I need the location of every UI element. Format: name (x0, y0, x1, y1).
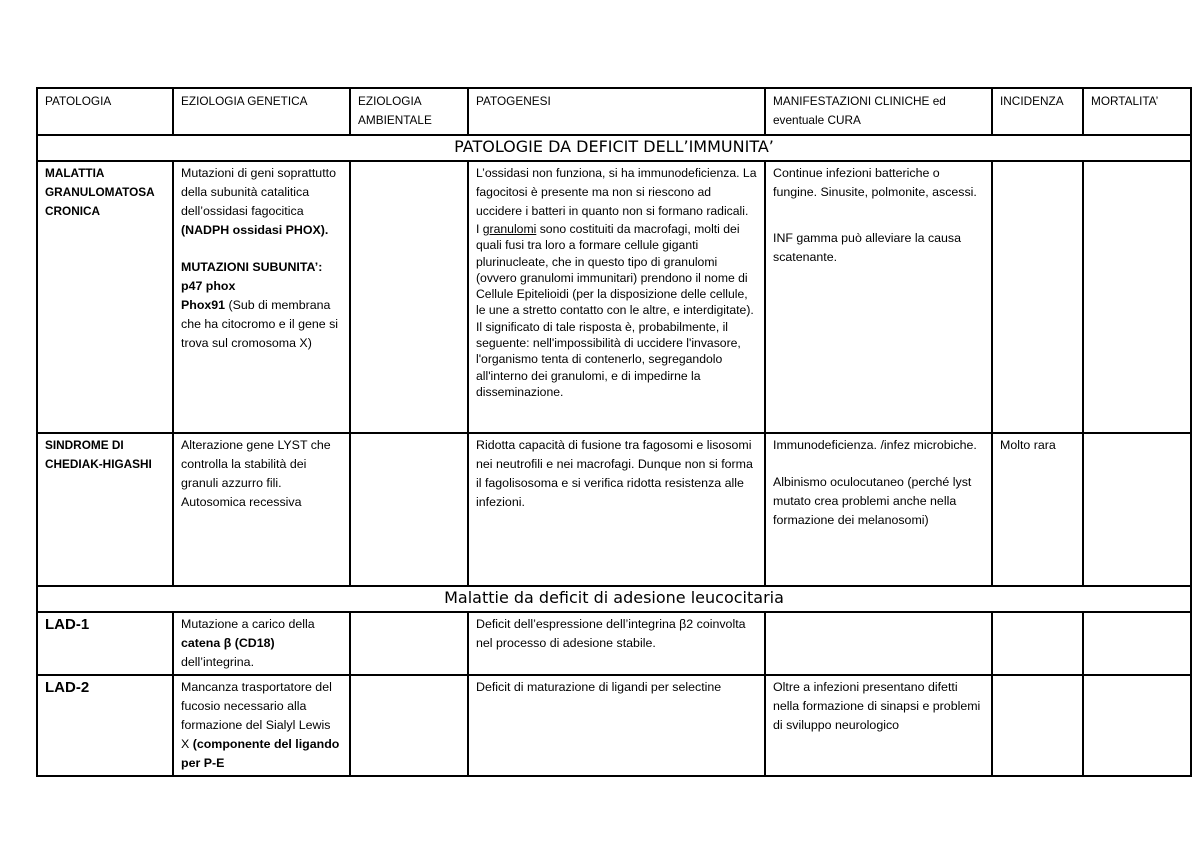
lad2-patogenesi: Deficit di maturazione di ligandi per selectine (468, 675, 765, 776)
chs-ambientale (350, 433, 468, 586)
header-manifestazioni: MANIFESTAZIONI CLINICHE ed eventuale CURA (765, 88, 992, 135)
header-mortalita: MORTALITA’ (1083, 88, 1191, 135)
mgc-genetica (173, 161, 350, 433)
lad1-name: LAD-1 (37, 612, 173, 675)
lad2-incidenza (992, 675, 1083, 776)
mgc-clin-b: INF gamma può alleviare la causa scatenante. (773, 231, 962, 264)
lad2-ambientale (350, 675, 468, 776)
granulomi-link: granulomi (482, 222, 537, 236)
mgc-name: MALATTIA GRANULOMATOSA CRONICA (37, 161, 173, 433)
lad2-clinica: Oltre a infezioni presentano difetti nella formazione di sinapsi e problemi di sviluppo neurologico (765, 675, 992, 776)
table-row-chs (37, 433, 1191, 586)
section-title-adesione: Malattie da deficit di adesione leucocitaria (37, 586, 1191, 612)
section-title-immunita: PATOLOGIE DA DEFICIT DELL’IMMUNITA’ (37, 135, 1191, 161)
lad1-ambientale (350, 612, 468, 675)
pathology-table (36, 87, 1192, 777)
mgc-clinica (765, 161, 992, 433)
header-patogenesi: PATOGENESI (468, 88, 765, 135)
section-row-adesione (37, 586, 1191, 612)
lad2-name: LAD-2 (37, 675, 173, 776)
chs-patogenesi: Ridotta capacità di fusione tra fagosomi e lisosomi nei neutrofili e nei macrofagi. Dunque non si forma il fagolisosoma e si verifica ridotta resistenza alle infezioni. (468, 433, 765, 586)
mgc-ambientale (350, 161, 468, 433)
table-row-lad1 (37, 612, 1191, 675)
lad2-genetica: Mancanza trasportatore del fucosio necessario alla formazione del Sialyl Lewis X (componente del ligando per P-E (173, 675, 350, 776)
lad1-mortalita (1083, 612, 1191, 675)
mgc-pat-a: L’ossidasi non funziona, si ha immunodeficienza. La fagocitosi è presente ma non si riescono ad uccidere i batteri in quanto non si formano radicali. (476, 166, 757, 218)
mgc-mortalita (1083, 161, 1191, 433)
mgc-gen-bold: (NADPH ossidasi PHOX). (181, 223, 329, 237)
lad2-gen-bold: (componente del ligando per P-E (181, 737, 340, 770)
chs-genetica: Alterazione gene LYST che controlla la stabilità dei granuli azzurro fili. Autosomica recessiva (173, 433, 350, 586)
mgc-clin-a: Continue infezioni batteriche o fungine. Sinusite, polmonite, ascessi. (773, 166, 977, 199)
mgc-patogenesi (468, 161, 765, 433)
lad1-gen-bold: catena β (CD18) (181, 636, 275, 650)
mgc-pat-b: I granulomi sono costituiti da macrofagi, molti dei quali fusi tra loro a formare cellule giganti plurinucleate, che in questo tipo di granulomi (ovvero granulomi immunitari) prendono il nome di Cellule Epitelioidi (per la disposizione delle cellule, le une a stretto contatto con le altre, e interdigitate). Il significato di tale risposta è, probabilmente, il seguente: nell'impossibilità di uccidere l'invasore, l'organismo tenta di contenerlo, segregandolo all'interno dei granulomi, e di impedirne la disseminazione. (476, 222, 754, 399)
lad1-genetica: Mutazione a carico della catena β (CD18) dell’integrina. (173, 612, 350, 675)
table-row-mgc (37, 161, 1191, 433)
header-row (37, 88, 1191, 135)
mgc-p47: p47 phox (181, 279, 236, 293)
chs-mortalita (1083, 433, 1191, 586)
lad1-patogenesi: Deficit dell’espressione dell’integrina β2 coinvolta nel processo di adesione stabile. (468, 612, 765, 675)
chs-name: SINDROME DI CHEDIAK-HIGASHI (37, 433, 173, 586)
lad1-clinica (765, 612, 992, 675)
header-patologia: PATOLOGIA (37, 88, 173, 135)
chs-clin-a: Immunodeficienza. /infez microbiche. (773, 438, 977, 452)
chs-clin-b: Albinismo oculocutaneo (perché lyst mutato crea problemi anche nella formazione dei melanosomi) (773, 475, 972, 527)
lad1-incidenza (992, 612, 1083, 675)
mgc-phox91-desc: (Sub di membrana che ha citocromo e il gene si trova sul cromosoma X) (181, 298, 339, 350)
mgc-incidenza (992, 161, 1083, 433)
chs-incidenza: Molto rara (992, 433, 1083, 586)
header-eziologia-ambientale: EZIOLOGIA AMBIENTALE (350, 88, 468, 135)
chs-clinica (765, 433, 992, 586)
table-row-lad2 (37, 675, 1191, 776)
mgc-gen-intro: Mutazioni di geni soprattutto della subunità catalitica dell’ossidasi fagocitica (181, 166, 336, 218)
mgc-sub-title: MUTAZIONI SUBUNITA’: (181, 260, 323, 274)
lad2-mortalita (1083, 675, 1191, 776)
header-eziologia-genetica: EZIOLOGIA GENETICA (173, 88, 350, 135)
mgc-phox91: Phox91 (181, 298, 226, 312)
header-incidenza: INCIDENZA (992, 88, 1083, 135)
section-row-immunita (37, 135, 1191, 161)
